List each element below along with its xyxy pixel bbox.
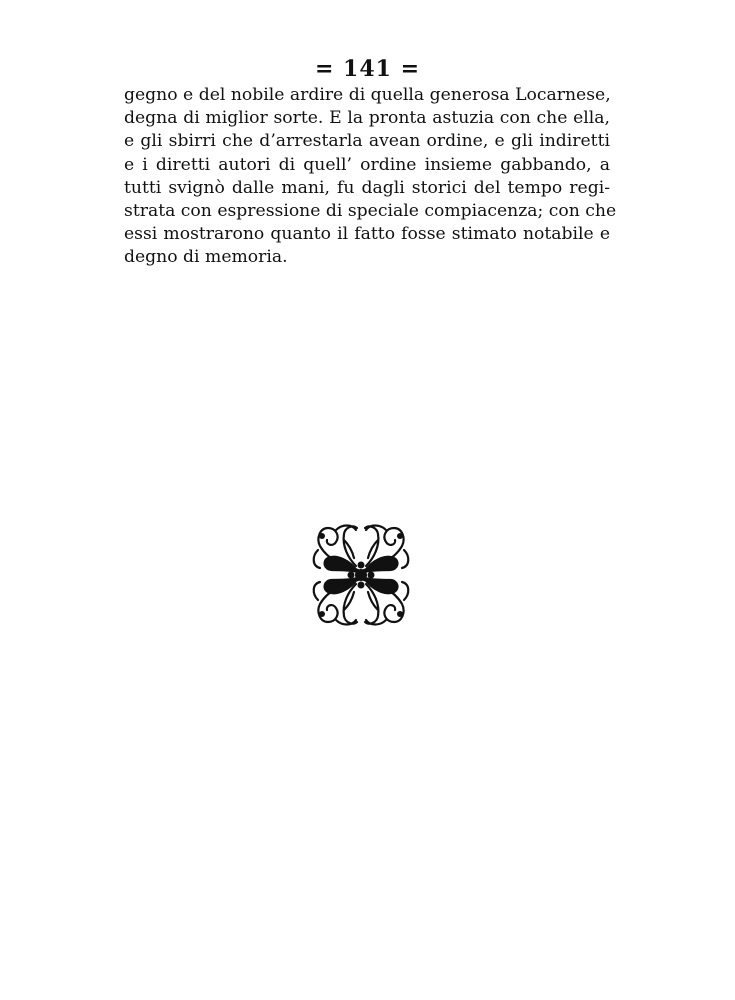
floral-tailpiece-icon [306,520,416,630]
text-line-4: e i diretti autori di quell’ ordine insieme gabbando, a [124,154,610,175]
text-line-2: degna di miglior sorte. E la pronta astuzia con che ella, [124,108,610,129]
text-line-7: essi mostrarono quanto il fatto fosse stimato notabile e [124,224,610,245]
page-number: = 141 = [314,56,421,82]
body-text [124,84,617,270]
text-line-1: gegno e del nobile ardire di quella generosa Locarnese, [124,85,611,105]
text-line-3: e gli sbirri che d’arrestarla avean ordine, e gli indiretti [124,131,610,152]
text-line-6: strata con espressione di speciale compiacenza; con che [124,200,617,221]
text-line-8: degno di memoria. [124,247,288,268]
text-line-5: tutti svignò dalle mani, fu dagli storici del tempo regi- [124,177,610,198]
